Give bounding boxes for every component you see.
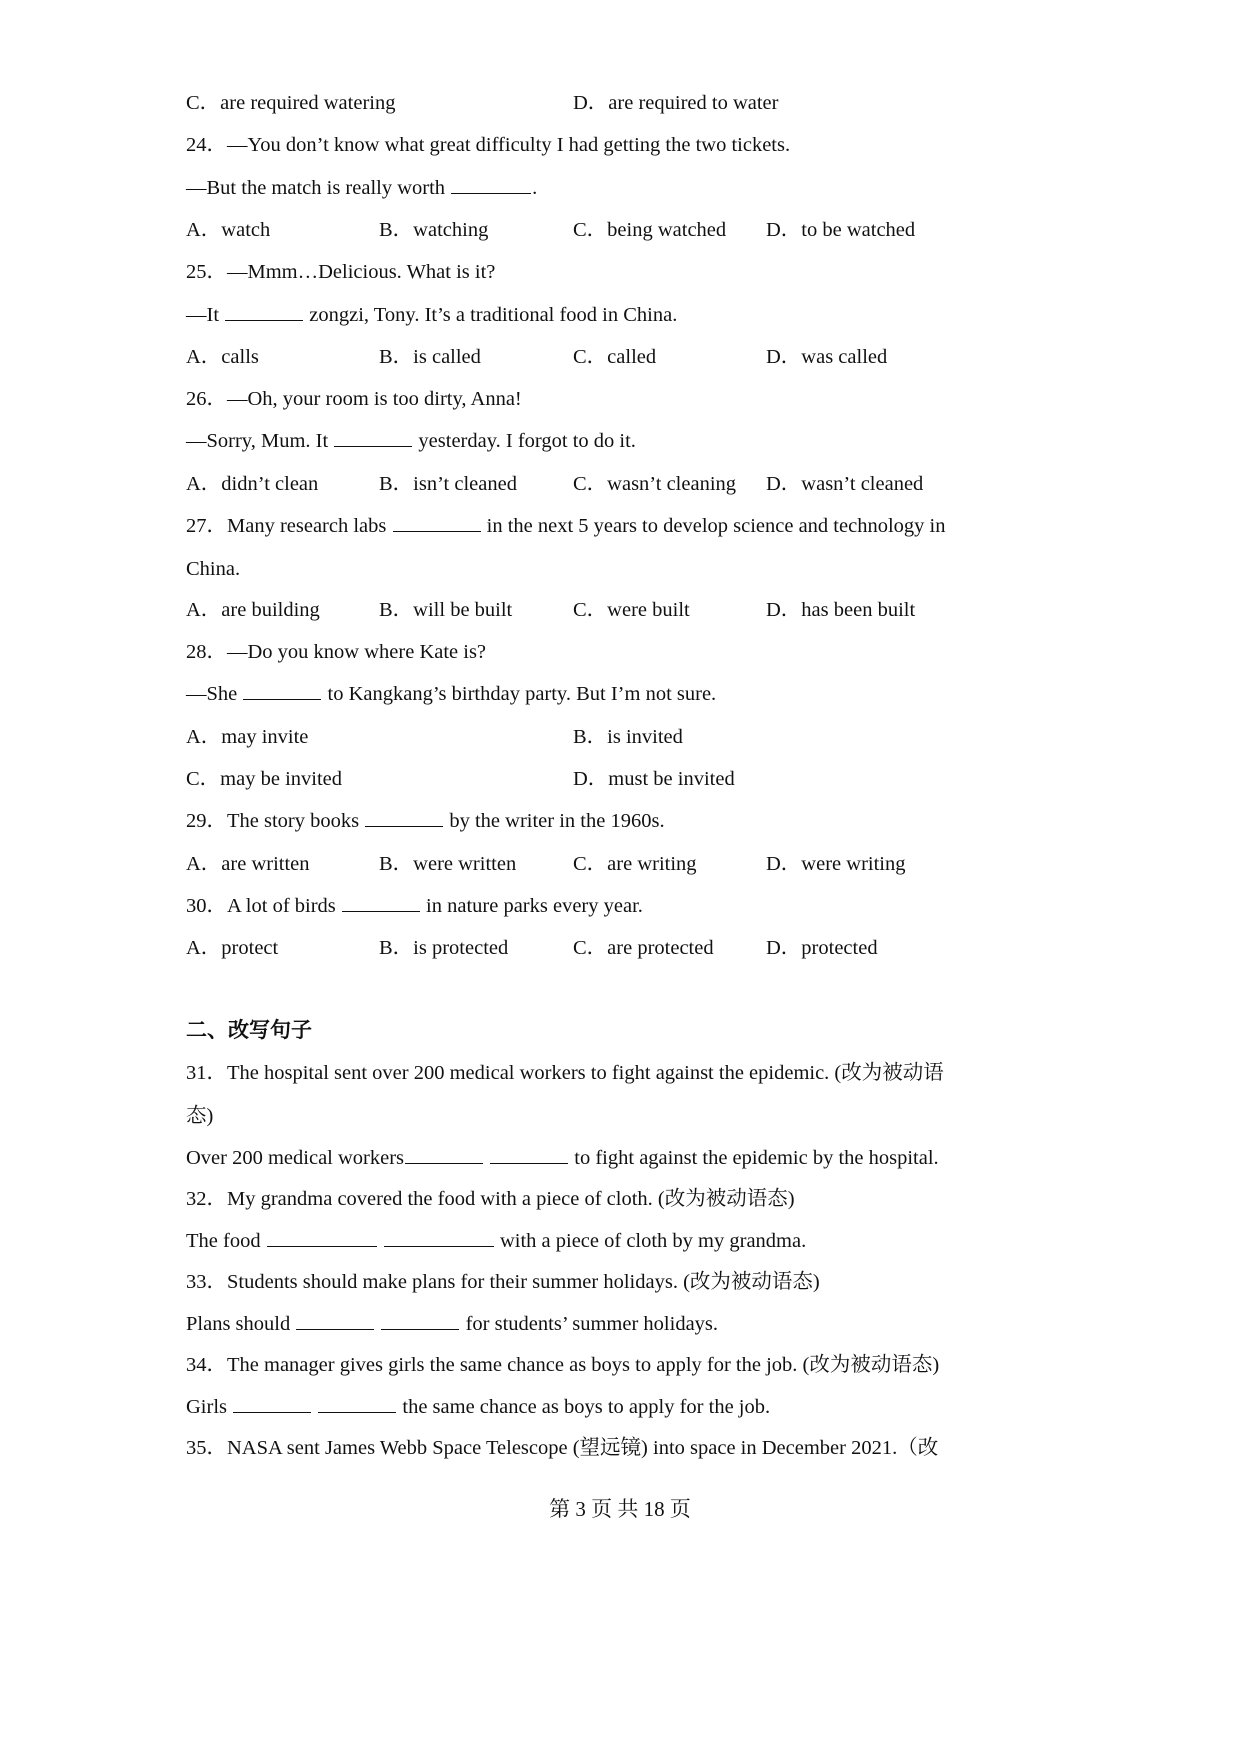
q24-answer-blank[interactable] bbox=[451, 192, 531, 194]
q28-line2-post: to Kangkang’s birthday party. But I’m not sure. bbox=[322, 683, 717, 705]
q31-answer-blank-1[interactable] bbox=[405, 1162, 483, 1164]
q28-option-a: A．may invite bbox=[186, 726, 309, 748]
q28-option-d: D．must be invited bbox=[573, 768, 735, 790]
q27-option-d: D．has been built bbox=[766, 599, 916, 621]
q30-option-d: D．protected bbox=[766, 937, 878, 959]
q26-option-b: B．isn’t cleaned bbox=[379, 473, 517, 495]
q25-option-b: B．is called bbox=[379, 346, 481, 368]
q28-line2-pre: —She bbox=[186, 683, 243, 705]
q32-answer-pre: The food bbox=[186, 1230, 266, 1252]
q34-answer-line bbox=[186, 1397, 770, 1418]
q28-line2 bbox=[186, 684, 716, 705]
q31-answer-line bbox=[186, 1148, 939, 1169]
q33-answer-blank-1[interactable] bbox=[296, 1328, 374, 1330]
q25-option-d: D．was called bbox=[766, 346, 888, 368]
section-heading: 二、改写句子 bbox=[186, 1018, 312, 1042]
q29-option-d: D．were writing bbox=[766, 853, 906, 875]
q30-answer-blank[interactable] bbox=[342, 910, 420, 912]
q33-stem: 33．Students should make plans for their summer holidays. (改为被动语态) bbox=[186, 1271, 820, 1293]
q26-line2 bbox=[186, 431, 636, 452]
q34-answer-post: the same chance as boys to apply for the job. bbox=[397, 1396, 771, 1418]
q32-stem: 32．My grandma covered the food with a piece of cloth. (改为被动语态) bbox=[186, 1188, 795, 1210]
q26-line2-pre: —Sorry, Mum. It bbox=[186, 430, 334, 452]
q27-option-a: A．are building bbox=[186, 599, 320, 621]
q25-option-c: C．called bbox=[573, 346, 657, 368]
q24-option-b: B．watching bbox=[379, 219, 489, 241]
q24-option-a: A．watch bbox=[186, 219, 271, 241]
q28-stem: 28．—Do you know where Kate is? bbox=[186, 641, 487, 663]
q30-option-c: C．are protected bbox=[573, 937, 714, 959]
q26-line2-post: yesterday. I forgot to do it. bbox=[413, 430, 636, 452]
q30-option-a: A．protect bbox=[186, 937, 279, 959]
q32-answer-blank-2[interactable] bbox=[384, 1245, 494, 1247]
q24-line2-pre: —But the match is really worth bbox=[186, 177, 451, 199]
q27-answer-blank[interactable] bbox=[393, 530, 481, 532]
q33-answer-pre: Plans should bbox=[186, 1313, 296, 1335]
q24-option-d: D．to be watched bbox=[766, 219, 916, 241]
q27-stem-cont: China. bbox=[186, 558, 241, 580]
q24-line2 bbox=[186, 178, 537, 199]
q23-option-c: C．are required watering bbox=[186, 92, 396, 114]
q25-line2-pre: —It bbox=[186, 304, 225, 326]
q24-line2-post: . bbox=[532, 177, 538, 199]
q26-stem: 26．—Oh, your room is too dirty, Anna! bbox=[186, 388, 522, 410]
q28-option-b: B．is invited bbox=[573, 726, 683, 748]
q32-answer-line bbox=[186, 1231, 806, 1252]
page-number-footer: 第 3 页 共 18 页 bbox=[549, 1497, 691, 1521]
q28-answer-blank[interactable] bbox=[243, 698, 321, 700]
q25-answer-blank[interactable] bbox=[225, 319, 303, 321]
q24-stem: 24．—You don’t know what great difficulty I had getting the two tickets. bbox=[186, 134, 791, 156]
q30-stem bbox=[186, 896, 643, 917]
q26-option-c: C．wasn’t cleaning bbox=[573, 473, 737, 495]
q26-option-a: A．didn’t clean bbox=[186, 473, 319, 495]
q32-answer-blank-1[interactable] bbox=[267, 1245, 377, 1247]
q31-stem: 31．The hospital sent over 200 medical workers to fight against the epidemic. (改为被动语 bbox=[186, 1062, 944, 1084]
q29-option-a: A．are written bbox=[186, 853, 310, 875]
q25-line2 bbox=[186, 305, 677, 326]
q31-stem-cont: 态) bbox=[186, 1105, 214, 1127]
q25-stem: 25．—Mmm…Delicious. What is it? bbox=[186, 261, 496, 283]
q33-answer-post: for students’ summer holidays. bbox=[460, 1313, 719, 1335]
q34-answer-blank-1[interactable] bbox=[233, 1411, 311, 1413]
q26-answer-blank[interactable] bbox=[334, 445, 412, 447]
q26-option-d: D．wasn’t cleaned bbox=[766, 473, 924, 495]
q25-line2-post: zongzi, Tony. It’s a traditional food in China. bbox=[304, 304, 678, 326]
q27-option-c: C．were built bbox=[573, 599, 690, 621]
q31-answer-blank-2[interactable] bbox=[490, 1162, 568, 1164]
q24-option-c: C．being watched bbox=[573, 219, 727, 241]
q23-option-d: D．are required to water bbox=[573, 92, 779, 114]
q32-answer-post: with a piece of cloth by my grandma. bbox=[494, 1230, 807, 1252]
q30-stem-pre: 30．A lot of birds bbox=[186, 895, 341, 917]
q34-answer-blank-2[interactable] bbox=[318, 1411, 396, 1413]
q27-stem-post: in the next 5 years to develop science and technology in bbox=[481, 515, 946, 537]
q33-answer-line bbox=[186, 1314, 718, 1335]
q31-answer-pre: Over 200 medical workers bbox=[186, 1147, 405, 1169]
q31-answer-post: to fight against the epidemic by the hospital. bbox=[569, 1147, 939, 1169]
q29-option-b: B．were written bbox=[379, 853, 517, 875]
q33-answer-blank-2[interactable] bbox=[381, 1328, 459, 1330]
q30-option-b: B．is protected bbox=[379, 937, 509, 959]
q30-stem-post: in nature parks every year. bbox=[420, 895, 643, 917]
q29-stem-post: by the writer in the 1960s. bbox=[444, 810, 665, 832]
q27-stem bbox=[186, 516, 945, 537]
q29-option-c: C．are writing bbox=[573, 853, 697, 875]
q27-option-b: B．will be built bbox=[379, 599, 513, 621]
q34-answer-pre: Girls bbox=[186, 1396, 233, 1418]
q29-answer-blank[interactable] bbox=[365, 825, 443, 827]
q27-stem-pre: 27．Many research labs bbox=[186, 515, 392, 537]
q28-option-c: C．may be invited bbox=[186, 768, 343, 790]
q25-option-a: A．calls bbox=[186, 346, 259, 368]
q34-stem: 34．The manager gives girls the same chance as boys to apply for the job. (改为被动语态) bbox=[186, 1354, 940, 1376]
q29-stem bbox=[186, 811, 665, 832]
q29-stem-pre: 29．The story books bbox=[186, 810, 365, 832]
q35-stem: 35．NASA sent James Webb Space Telescope (望远镜) into space in December 2021.（改 bbox=[186, 1437, 939, 1459]
